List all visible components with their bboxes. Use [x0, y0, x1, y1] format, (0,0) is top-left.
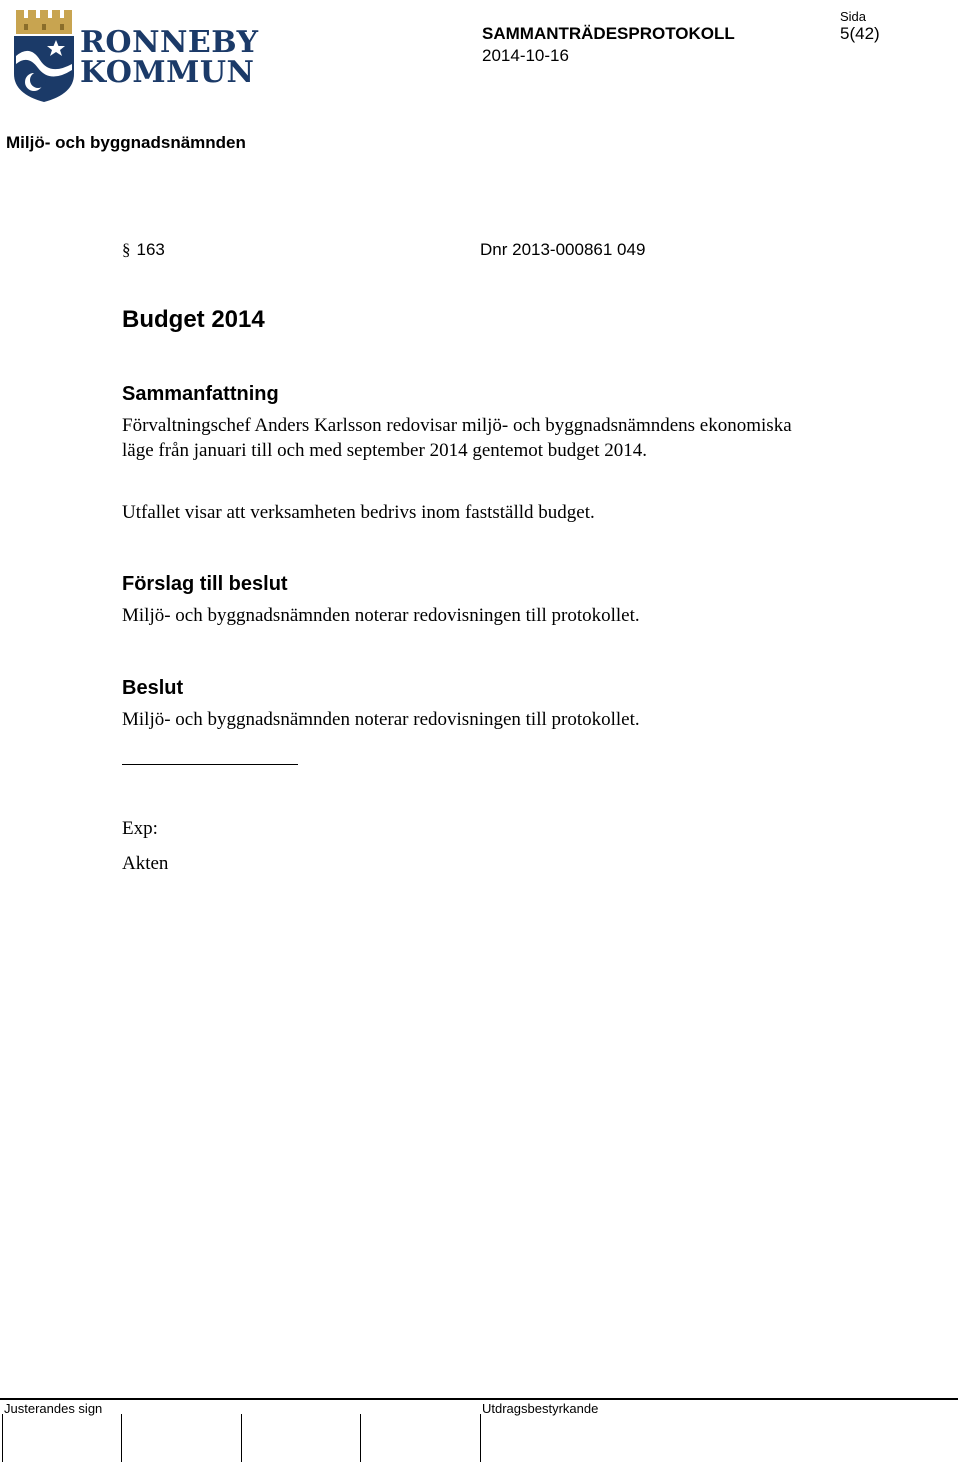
proposal-heading: Förslag till beslut — [122, 573, 288, 595]
brand-name — [80, 25, 259, 90]
signature-box-divider — [360, 1414, 361, 1462]
decision-text: Miljö- och byggnadsnämnden noterar redovisningen till protokollet. — [122, 709, 640, 730]
signature-box-divider — [2, 1414, 3, 1462]
section-sign: § — [122, 240, 131, 259]
page-label: Sida — [840, 9, 867, 24]
committee-name: Miljö- och byggnadsnämnden — [6, 133, 246, 152]
crest-icon — [10, 4, 80, 104]
case-title: Budget 2014 — [122, 306, 265, 333]
signature-box-divider — [121, 1414, 122, 1462]
summary-heading: Sammanfattning — [122, 383, 279, 405]
paragraph-value: 163 — [136, 240, 165, 259]
summary-result: Utfallet visar att verksamheten bedrivs inom fastställd budget. — [122, 502, 595, 523]
document-date: 2014-10-16 — [482, 46, 569, 65]
distribution-label: Exp: — [122, 818, 158, 839]
summary-text — [122, 413, 792, 463]
document-type: SAMMANTRÄDESPROTOKOLL — [482, 24, 735, 43]
separator-rule — [122, 764, 298, 765]
distribution-recipient: Akten — [122, 853, 169, 874]
summary-line-2: läge från januari till och med september 2014 gentemot budget 2014. — [122, 440, 647, 461]
decision-heading: Beslut — [122, 677, 184, 699]
signature-box-divider — [241, 1414, 242, 1462]
brand-name-line2: KOMMUN — [80, 55, 255, 90]
footer-divider — [0, 1398, 958, 1400]
page-number: 5(42) — [840, 24, 880, 43]
paragraph-number — [122, 240, 165, 260]
case-dnr: Dnr 2013-000861 049 — [480, 240, 646, 259]
signature-box-divider — [480, 1414, 481, 1462]
justerandes-sign-label: Justerandes sign — [4, 1401, 103, 1416]
utdragsbestyrkande-label: Utdragsbestyrkande — [482, 1401, 599, 1416]
proposal-text: Miljö- och byggnadsnämnden noterar redovisningen till protokollet. — [122, 605, 640, 626]
brand-name-line1: RONNEBY — [80, 25, 259, 60]
summary-line-1: Förvaltningschef Anders Karlsson redovisar miljö- och byggnadsnämndens ekonomiska — [122, 415, 792, 436]
